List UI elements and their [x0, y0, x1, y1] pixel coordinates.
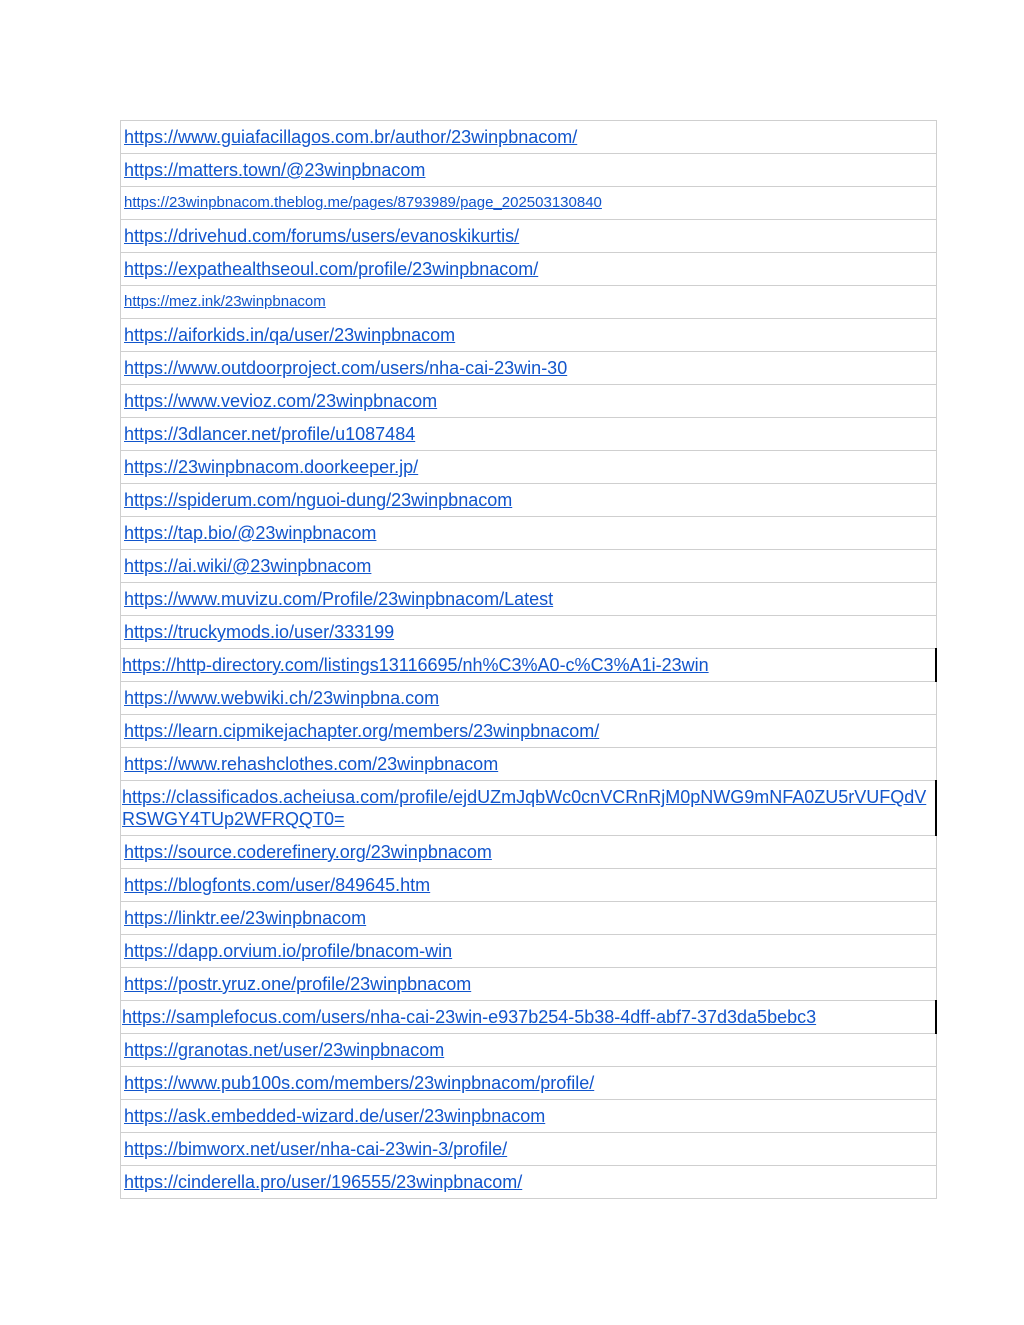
table-row [121, 550, 937, 583]
link[interactable]: https://www.muvizu.com/Profile/23winpbnacom/Latest [124, 589, 554, 609]
table-row [121, 836, 937, 869]
table-row [121, 1001, 937, 1034]
table-row [121, 748, 937, 781]
link[interactable]: https://23winpbnacom.theblog.me/pages/8793989/page_202503130840 [124, 194, 602, 211]
table-row [121, 781, 937, 836]
table-cell [121, 616, 937, 649]
table-cell [121, 968, 937, 1001]
table-row [121, 220, 937, 253]
table-row [121, 1166, 937, 1199]
link[interactable]: https://tap.bio/@23winpbnacom [124, 523, 377, 543]
table-cell [121, 781, 937, 836]
link[interactable]: https://www.pub100s.com/members/23winpbnacom/profile/ [124, 1073, 595, 1093]
table-row [121, 187, 937, 220]
table-row [121, 715, 937, 748]
link[interactable]: https://postr.yruz.one/profile/23winpbnacom [124, 974, 472, 994]
table-cell [121, 550, 937, 583]
link[interactable]: https://23winpbnacom.doorkeeper.jp/ [124, 457, 419, 477]
table-cell [121, 319, 937, 352]
link[interactable]: https://truckymods.io/user/333199 [124, 622, 395, 642]
link[interactable]: https://samplefocus.com/users/nha-cai-23win-e937b254-5b38-4dff-abf7-37d3da5bebc3 [122, 1007, 817, 1027]
table-cell [121, 682, 937, 715]
link[interactable]: https://spiderum.com/nguoi-dung/23winpbnacom [124, 490, 513, 510]
link[interactable]: https://matters.town/@23winpbnacom [124, 160, 426, 180]
table-cell [121, 286, 937, 319]
table-row [121, 319, 937, 352]
link[interactable]: https://learn.cipmikejachapter.org/members/23winpbnacom/ [124, 721, 600, 741]
link[interactable]: https://expathealthseoul.com/profile/23winpbnacom/ [124, 259, 539, 279]
table-row [121, 583, 937, 616]
table-cell [121, 715, 937, 748]
link[interactable]: https://dapp.orvium.io/profile/bnacom-win [124, 941, 453, 961]
table-cell [121, 1100, 937, 1133]
table-cell [121, 451, 937, 484]
table-cell [121, 649, 937, 682]
link[interactable]: https://http-directory.com/listings13116695/nh%C3%A0-c%C3%A1i-23win [122, 655, 709, 675]
table-cell [121, 1034, 937, 1067]
table-row [121, 935, 937, 968]
table-cell [121, 121, 937, 154]
table-cell [121, 385, 937, 418]
link[interactable]: https://linktr.ee/23winpbnacom [124, 908, 367, 928]
table-cell [121, 935, 937, 968]
table-cell [121, 836, 937, 869]
link[interactable]: https://classificados.acheiusa.com/profile/ejdUZmJqbWc0cnVCRnRjM0pNWG9mNFA0ZU5rVUFQdVRSWGY4TUp2WFRQQT0= [122, 787, 927, 829]
link[interactable]: https://drivehud.com/forums/users/evanoskikurtis/ [124, 226, 520, 246]
table-row [121, 385, 937, 418]
link[interactable]: https://www.outdoorproject.com/users/nha-cai-23win-30 [124, 358, 568, 378]
table-cell [121, 220, 937, 253]
table-row [121, 121, 937, 154]
table-cell [121, 1133, 937, 1166]
table-cell [121, 902, 937, 935]
table-row [121, 1100, 937, 1133]
link[interactable]: https://cinderella.pro/user/196555/23winpbnacom/ [124, 1172, 523, 1192]
link[interactable]: https://www.vevioz.com/23winpbnacom [124, 391, 438, 411]
table-row [121, 968, 937, 1001]
link[interactable]: https://ask.embedded-wizard.de/user/23winpbnacom [124, 1106, 546, 1126]
table-cell [121, 583, 937, 616]
table-cell [121, 484, 937, 517]
table-row [121, 682, 937, 715]
table-cell [121, 1001, 937, 1034]
link[interactable]: https://mez.ink/23winpbnacom [124, 293, 326, 310]
table-cell [121, 748, 937, 781]
table-cell [121, 1067, 937, 1100]
link[interactable]: https://www.rehashclothes.com/23winpbnacom [124, 754, 499, 774]
table-row [121, 154, 937, 187]
link[interactable]: https://granotas.net/user/23winpbnacom [124, 1040, 445, 1060]
table-cell [121, 418, 937, 451]
table-row [121, 352, 937, 385]
link-table [120, 120, 937, 1199]
link[interactable]: https://3dlancer.net/profile/u1087484 [124, 424, 416, 444]
table-row [121, 451, 937, 484]
link[interactable]: https://www.guiafacillagos.com.br/author/23winpbnacom/ [124, 127, 578, 147]
link[interactable]: https://www.webwiki.ch/23winpbna.com [124, 688, 440, 708]
table-cell [121, 253, 937, 286]
table-row [121, 869, 937, 902]
link[interactable]: https://source.coderefinery.org/23winpbnacom [124, 842, 492, 862]
link[interactable]: https://blogfonts.com/user/849645.htm [124, 875, 431, 895]
table-cell [121, 187, 937, 220]
table-cell [121, 517, 937, 550]
table-row [121, 649, 937, 682]
link[interactable]: https://aiforkids.in/qa/user/23winpbnacom [124, 325, 456, 345]
link[interactable]: https://bimworx.net/user/nha-cai-23win-3/profile/ [124, 1139, 508, 1159]
table-row [121, 1133, 937, 1166]
table-row [121, 1034, 937, 1067]
table-row [121, 484, 937, 517]
table-row [121, 517, 937, 550]
table-row [121, 1067, 937, 1100]
table-row [121, 253, 937, 286]
table-cell [121, 352, 937, 385]
table-row [121, 616, 937, 649]
table-cell [121, 1166, 937, 1199]
table-row [121, 286, 937, 319]
table-row [121, 902, 937, 935]
table-cell [121, 869, 937, 902]
link[interactable]: https://ai.wiki/@23winpbnacom [124, 556, 372, 576]
table-cell [121, 154, 937, 187]
table-row [121, 418, 937, 451]
